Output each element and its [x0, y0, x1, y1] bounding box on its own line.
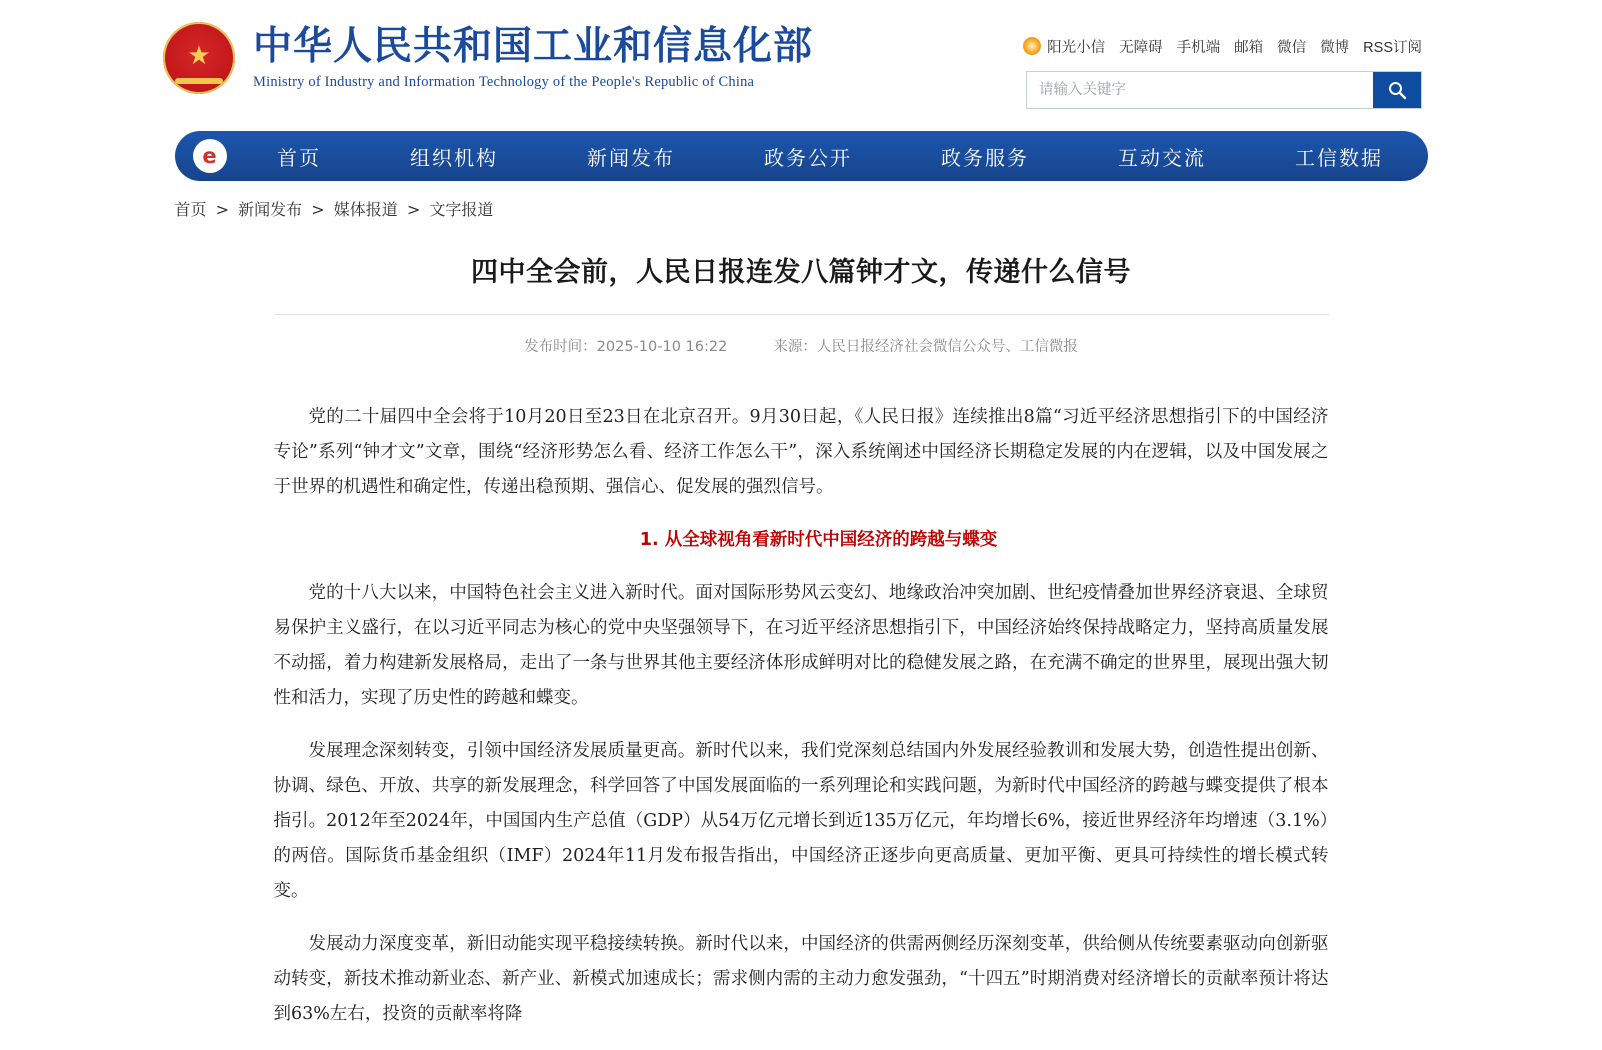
sun-icon	[1023, 37, 1041, 55]
nav-item-interaction[interactable]: 互动交流	[1118, 145, 1206, 170]
article-source-label: 来源：	[773, 338, 817, 355]
top-link-sunshine[interactable]	[1023, 36, 1105, 57]
breadcrumb	[175, 197, 1428, 220]
article-paragraph: 党的二十届四中全会将于10月20日至23日在北京召开。9月30日起，《人民日报》连续推出8篇“习近平经济思想指引下的中国经济专论”系列“钟才文”文章，围绕“经济形势怎么看、经济工作怎么干”，深入系统阐述中国经济长期稳定发展的内在逻辑，以及中国发展之于世界的机遇性和确定性，传递出稳预期、强信心、促发展的强烈信号。	[273, 406, 1329, 497]
nav-item-home[interactable]: 首页	[277, 145, 321, 170]
site-brand[interactable]	[163, 22, 813, 94]
site-header	[0, 0, 1602, 123]
top-links	[1026, 34, 1422, 58]
top-link-mail[interactable]: 邮箱	[1234, 39, 1264, 56]
brand-title-cn: 中华人民共和国工业和信息化部	[253, 24, 814, 70]
main-nav	[175, 131, 1428, 181]
nav-item-organization[interactable]: 组织机构	[410, 145, 498, 170]
search-bar	[1026, 71, 1422, 109]
header-right	[1026, 22, 1422, 109]
search-button[interactable]	[1373, 72, 1421, 108]
top-link-weibo[interactable]: 微博	[1320, 39, 1350, 56]
nav-item-data[interactable]: 工信数据	[1295, 145, 1383, 170]
search-icon	[1387, 80, 1407, 100]
article-paragraph: 发展动力深度变革，新旧动能实现平稳接续转换。新时代以来，中国经济的供需两侧经历深刻变革，供给侧从传统要素驱动向创新驱动转变，新技术推动新业态、新产业、新模式加速成长；需求侧内需的主动力愈发强劲，“十四五”时期消费对经济增长的贡献率预计将达到63%左右，投资的贡献率将降	[273, 933, 1329, 1024]
article	[274, 254, 1329, 1032]
nav-logo-icon: e	[193, 139, 227, 173]
nav-item-news[interactable]: 新闻发布	[587, 145, 675, 170]
nav-item-government-open[interactable]: 政务公开	[764, 145, 852, 170]
page-title: 四中全会前，人民日报连发八篇钟才文，传递什么信号	[274, 254, 1329, 315]
nav-items	[233, 142, 1428, 171]
publish-time-value: 2025-10-10 16:22	[596, 338, 728, 355]
breadcrumb-separator: >	[311, 200, 325, 219]
breadcrumb-item-news[interactable]: 新闻发布	[238, 200, 303, 219]
breadcrumb-item-media[interactable]: 媒体报道	[333, 200, 398, 219]
brand-text	[253, 25, 813, 91]
article-source	[773, 335, 1078, 356]
search-input[interactable]	[1027, 72, 1373, 108]
article-meta	[274, 335, 1329, 356]
breadcrumb-item-home[interactable]: 首页	[174, 200, 207, 219]
article-paragraph: 发展理念深刻转变，引领中国经济发展质量更高。新时代以来，我们党深刻总结国内外发展经验教训和发展大势，创造性提出创新、协调、绿色、开放、共享的新发展理念，科学回答了中国发展面临的一系列理论和实践问题，为新时代中国经济的跨越与蝶变提供了根本指引。2012年至2024年，中国国内生产总值（GDP）从54万亿元增长到近135万亿元，年均增长6%，接近世界经济年均增速（3.1%）的两倍。国际货币基金组织（IMF）2024年11月发布报告指出，中国经济正逐步向更高质量、更加平衡、更具可持续性的增长模式转变。	[273, 740, 1329, 901]
publish-time-label: 发布时间：	[524, 338, 597, 355]
breadcrumb-item-text-report[interactable]: 文字报道	[429, 200, 494, 219]
top-link-mobile[interactable]: 手机端	[1176, 39, 1221, 56]
top-link-accessibility[interactable]: 无障碍	[1119, 39, 1163, 56]
top-link-label[interactable]: 阳光小信	[1047, 39, 1106, 56]
main-nav-wrap	[175, 131, 1428, 181]
brand-title-en: Ministry of Industry and Information Technology of the People's Republic of China	[253, 73, 755, 90]
article-paragraph: 党的十八大以来，中国特色社会主义进入新时代。面对国际形势风云变幻、地缘政治冲突加剧、世纪疫情叠加世界经济衰退、全球贸易保护主义盛行，在以习近平同志为核心的党中央坚强领导下，在习近平经济思想指引下，中国经济始终保持战略定力，坚持高质量发展不动摇，着力构建新发展格局，走出了一条与世界其他主要经济体形成鲜明对比的稳健发展之路，在充满不确定的世界里，展现出强大韧性和活力，实现了历史性的跨越和蝶变。	[273, 582, 1329, 708]
top-link-rss[interactable]: RSS订阅	[1363, 39, 1422, 56]
nav-item-government-service[interactable]: 政务服务	[941, 145, 1029, 170]
top-link-wechat[interactable]: 微信	[1277, 39, 1307, 56]
national-emblem-icon	[163, 22, 235, 94]
article-body	[274, 400, 1329, 1032]
article-source-value: 人民日报经济社会微信公众号、工信微报	[816, 338, 1078, 355]
breadcrumb-separator: >	[215, 200, 230, 219]
publish-time	[524, 335, 727, 356]
breadcrumb-separator: >	[406, 200, 421, 219]
article-section-heading: 1. 从全球视角看新时代中国经济的跨越与蝶变	[639, 529, 998, 550]
